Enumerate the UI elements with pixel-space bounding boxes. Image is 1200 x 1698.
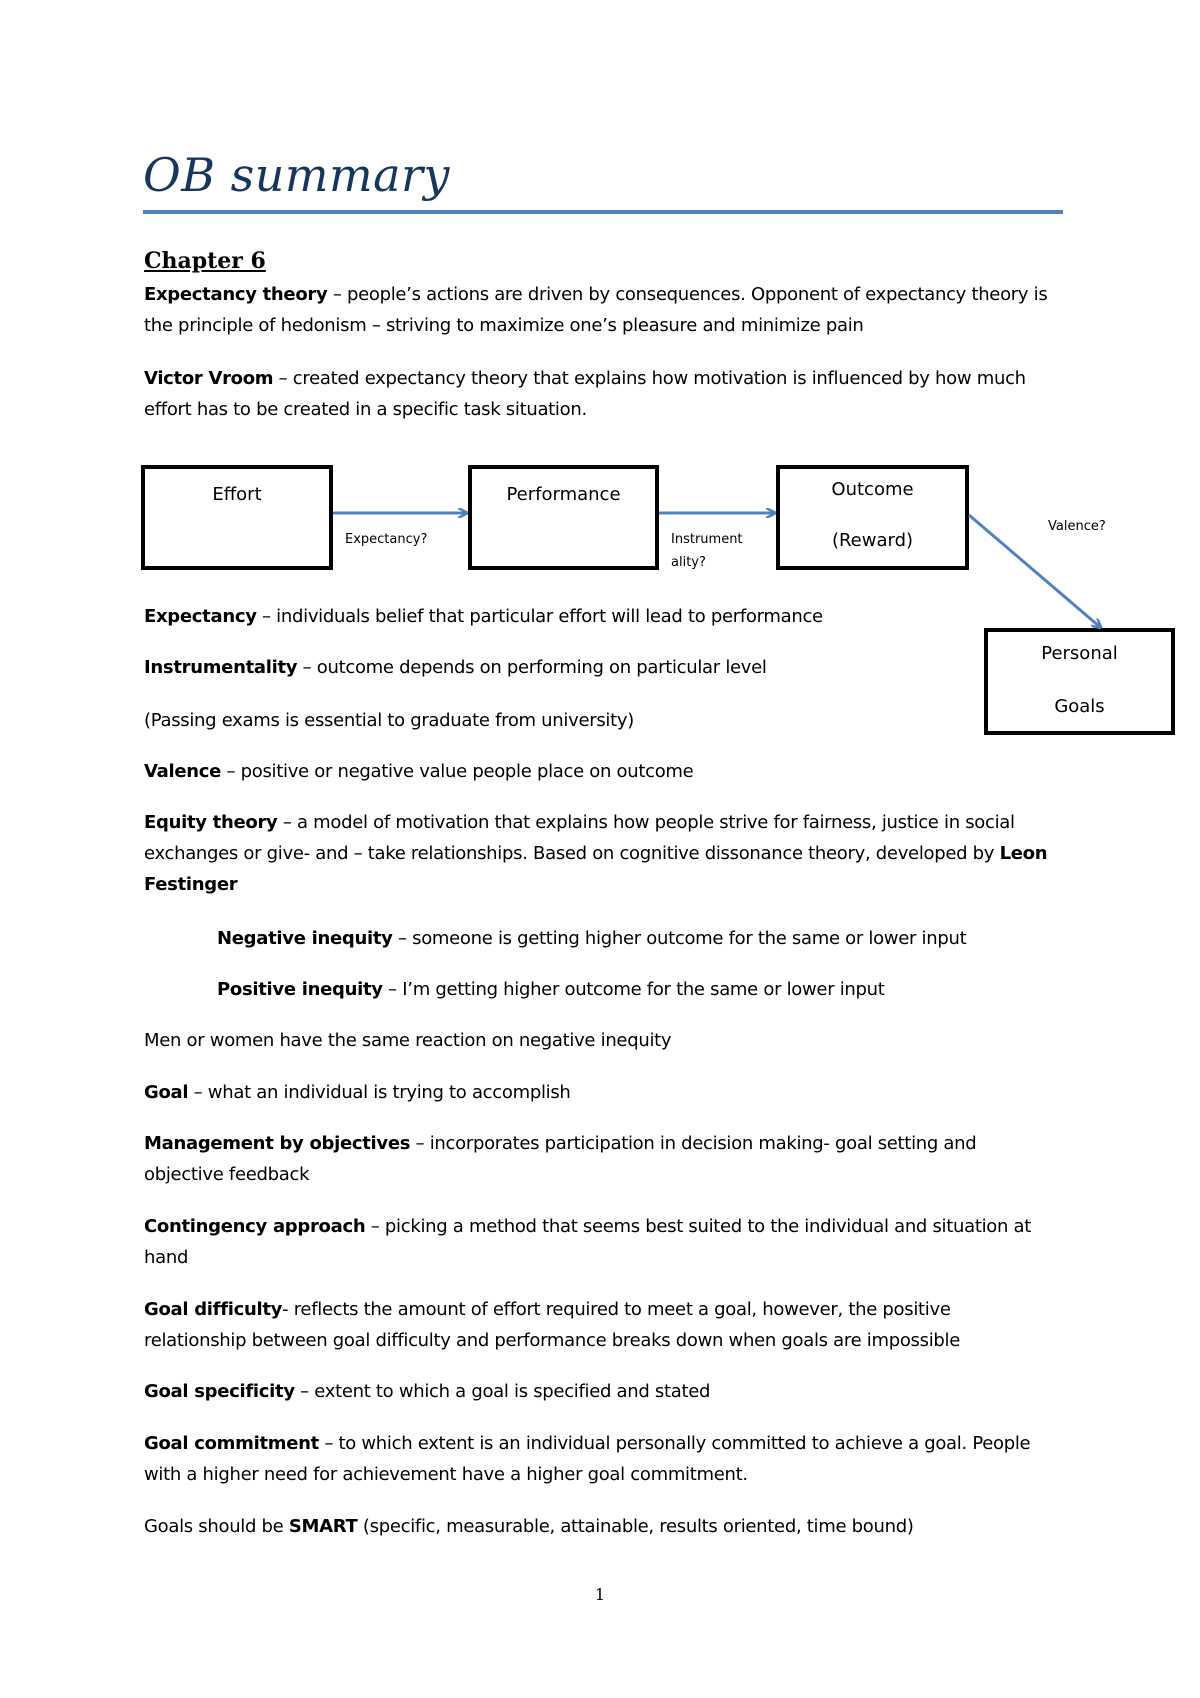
term: Goal difficulty [144,1299,283,1320]
term: Expectancy theory [144,284,328,305]
chapter-heading: Chapter 6 [144,248,266,274]
outcome-label: Outcome [831,479,914,500]
term: SMART [288,1516,358,1537]
term: Valence [144,761,222,782]
effort-label: Effort [212,484,262,505]
term: Management by objectives [144,1133,411,1154]
contingency-approach-definition: Contingency approach – picking a method that seems best suited to the individual and situation at hand [144,1216,1032,1268]
term: Instrumentality [144,657,298,678]
expectancy-arrow-label: Expectancy? [345,532,428,547]
goal-commitment-definition: Goal commitment – to which extent is an individual personally committed to achieve a goal. People with a higher need for achievement have a higher goal commitment. [144,1433,1031,1485]
personal-label: Personal [1041,643,1118,664]
positive-inequity-definition: Positive inequity – I’m getting higher outcome for the same or lower input [217,979,885,1000]
goal-difficulty-definition: Goal difficulty- reflects the amount of effort required to meet a goal, however, the positive relationship between goal difficulty and performance breaks down when goals are impossible [144,1299,961,1351]
expectancy-definition: Expectancy – individuals belief that particular effort will lead to performance [144,606,823,627]
term: Victor Vroom [144,368,274,389]
instrumentality-arrow-label-1: Instrument [671,532,743,547]
instrumentality-arrow-label-2: ality? [671,555,706,570]
smart-goals-note: Goals should be SMART (specific, measurable, attainable, results oriented, time bound) [144,1516,914,1537]
equity-theory-paragraph: Equity theory – a model of motivation that explains how people strive for fairness, justice in social exchanges or give- and – take relationships. Based on cognitive dissonance theory, developed by Leon Festinger [144,812,1048,895]
term: Positive inequity [217,979,383,1000]
victor-vroom-paragraph: Victor Vroom – created expectancy theory that explains how motivation is influenced by how much effort has to be created in a specific task situation. [144,368,1026,420]
document-title: OB summary [143,148,451,202]
goals-label: Goals [1054,696,1105,717]
term: Equity theory [144,812,278,833]
term: Goal commitment [144,1433,319,1454]
goal-definition: Goal – what an individual is trying to accomplish [144,1082,571,1103]
management-by-objectives-definition: Management by objectives – incorporates participation in decision making- goal setting and objective feedback [144,1133,977,1185]
negative-inequity-definition: Negative inequity – someone is getting higher outcome for the same or lower input [217,928,967,949]
inequity-reaction-note: Men or women have the same reaction on negative inequity [144,1030,672,1051]
page-number: 1 [594,1585,606,1604]
instrumentality-definition: Instrumentality – outcome depends on performing on particular level [144,657,767,678]
instrumentality-example: (Passing exams is essential to graduate from university) [144,710,634,731]
term: Negative inequity [217,928,393,949]
reward-label: (Reward) [831,530,914,551]
term: Goal [144,1082,189,1103]
expectancy-theory-paragraph: Expectancy theory – people’s actions are driven by consequences. Opponent of expectancy theory is the principle of hedonism – striving to maximize one’s pleasure and minimize pain [144,284,1048,336]
goal-specificity-definition: Goal specificity – extent to which a goal is specified and stated [144,1381,711,1402]
performance-label: Performance [506,484,621,505]
term: Expectancy [144,606,257,627]
term: Goal specificity [144,1381,295,1402]
valence-definition: Valence – positive or negative value people place on outcome [144,761,694,782]
valence-arrow-label: Valence? [1048,519,1106,534]
term: Contingency approach [144,1216,366,1237]
